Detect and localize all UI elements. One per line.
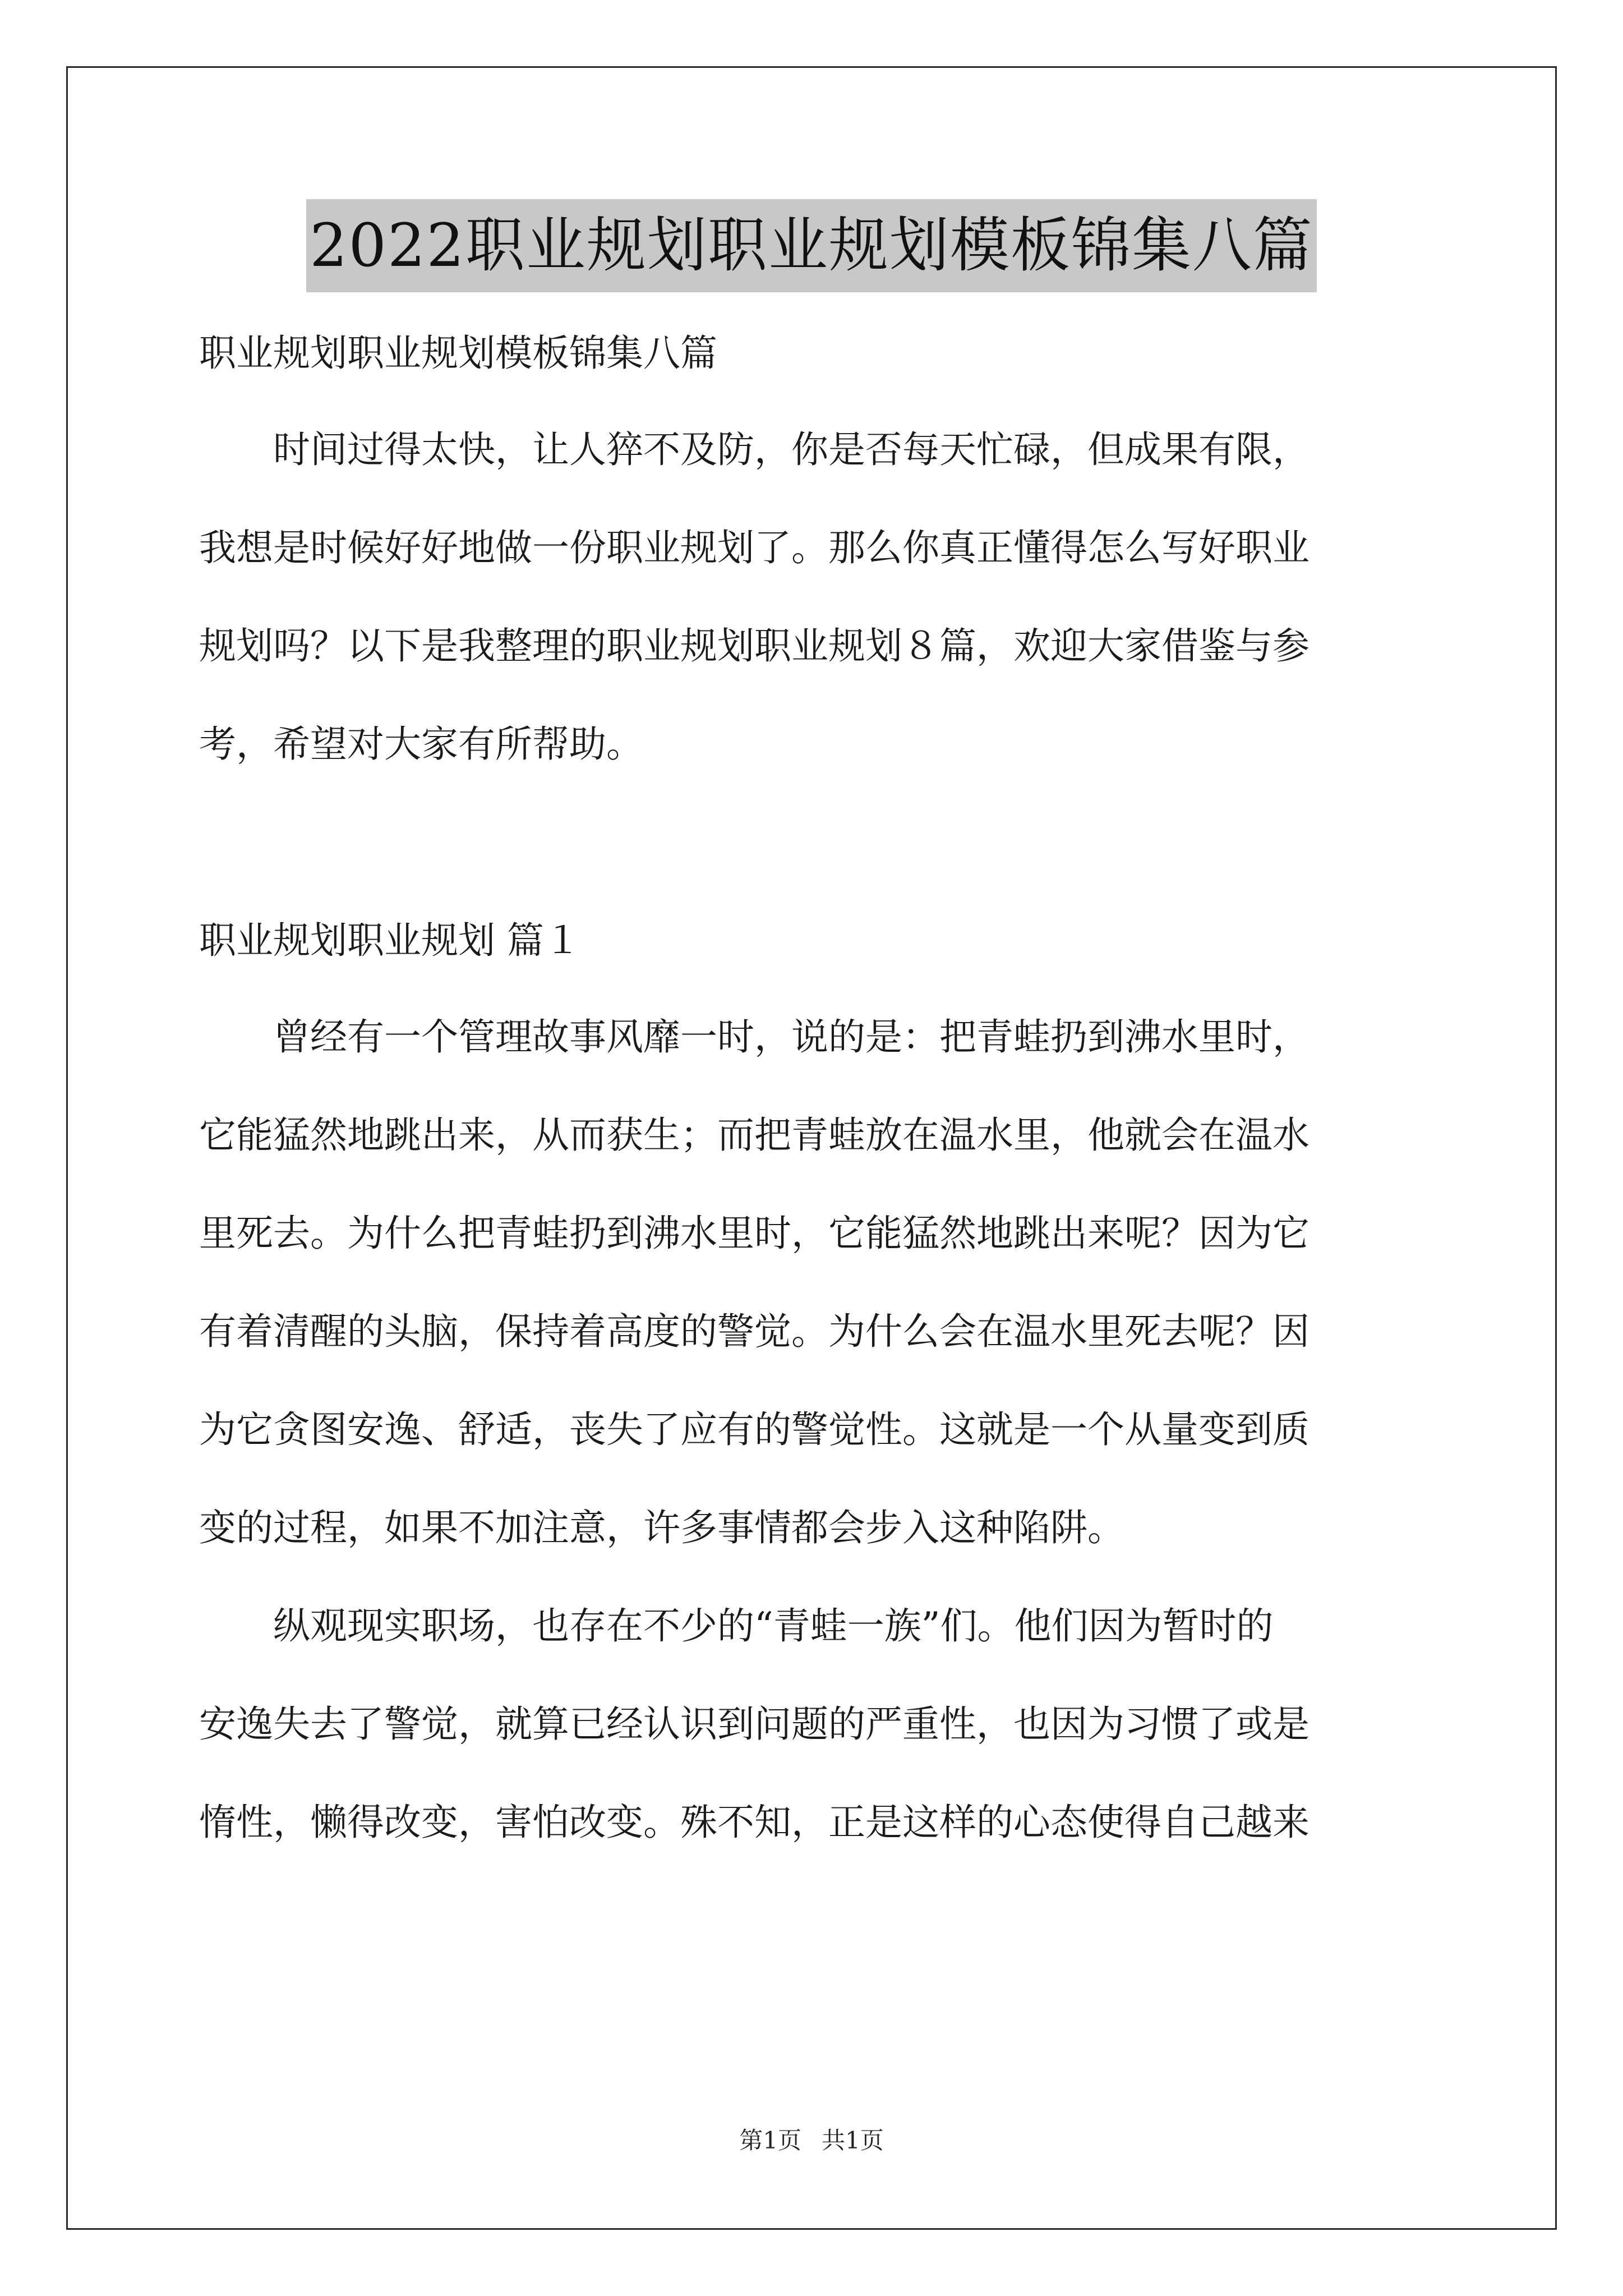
paragraph-line: 变的过程，如果不加注意，许多事情都会步入这种陷阱。 bbox=[199, 1506, 1124, 1549]
paragraph-1 bbox=[199, 1009, 1433, 1556]
paragraph-line: 纵观现实职场，也存在不少的“青蛙一族”们。他们因为暂时的 bbox=[199, 1604, 1274, 1648]
paragraph-2 bbox=[199, 1598, 1433, 1851]
page-number: 第1页 bbox=[739, 2127, 801, 2154]
paragraph-line: 里死去。为什么把青蛙扔到沸水里时，它能猛然地跳出来呢？因为它 bbox=[199, 1212, 1310, 1255]
intro-line: 考，希望对大家有所帮助。 bbox=[199, 723, 643, 766]
paragraph-line: 有着清醒的头脑，保持着高度的警觉。为什么会在温水里死去呢？因 bbox=[199, 1310, 1310, 1353]
intro-line: 我想是时候好好地做一份职业规划了。那么你真正懂得怎么写好职业 bbox=[199, 526, 1310, 569]
title-container bbox=[0, 199, 1623, 292]
document-subtitle: 职业规划职业规划模板锦集八篇 bbox=[199, 332, 717, 375]
page-footer bbox=[0, 2124, 1623, 2157]
intro-paragraph bbox=[199, 422, 1433, 772]
paragraph-line: 它能猛然地跳出来，从而获生；而把青蛙放在温水里，他就会在温水 bbox=[199, 1114, 1310, 1157]
document-body bbox=[199, 325, 1433, 1851]
paragraph-line: 为它贪图安逸、舒适，丧失了应有的警觉性。这就是一个从量变到质 bbox=[199, 1408, 1310, 1451]
document-title: 2022职业规划职业规划模板锦集八篇 bbox=[306, 199, 1317, 292]
paragraph-line: 曾经有一个管理故事风靡一时，说的是：把青蛙扔到沸水里时， bbox=[199, 1015, 1310, 1059]
paragraph-line: 安逸失去了警觉，就算已经认识到问题的严重性，也因为习惯了或是 bbox=[199, 1703, 1310, 1746]
section-heading: 职业规划职业规划 篇１ bbox=[199, 919, 581, 962]
intro-line: 时间过得太快，让人猝不及防，你是否每天忙碌，但成果有限， bbox=[199, 428, 1310, 471]
paragraph-line: 惰性，懒得改变，害怕改变。殊不知，正是这样的心态使得自己越来 bbox=[199, 1801, 1310, 1844]
intro-line: 规划吗？以下是我整理的职业规划职业规划８篇，欢迎大家借鉴与参 bbox=[199, 624, 1310, 668]
page-total: 共1页 bbox=[822, 2127, 884, 2154]
